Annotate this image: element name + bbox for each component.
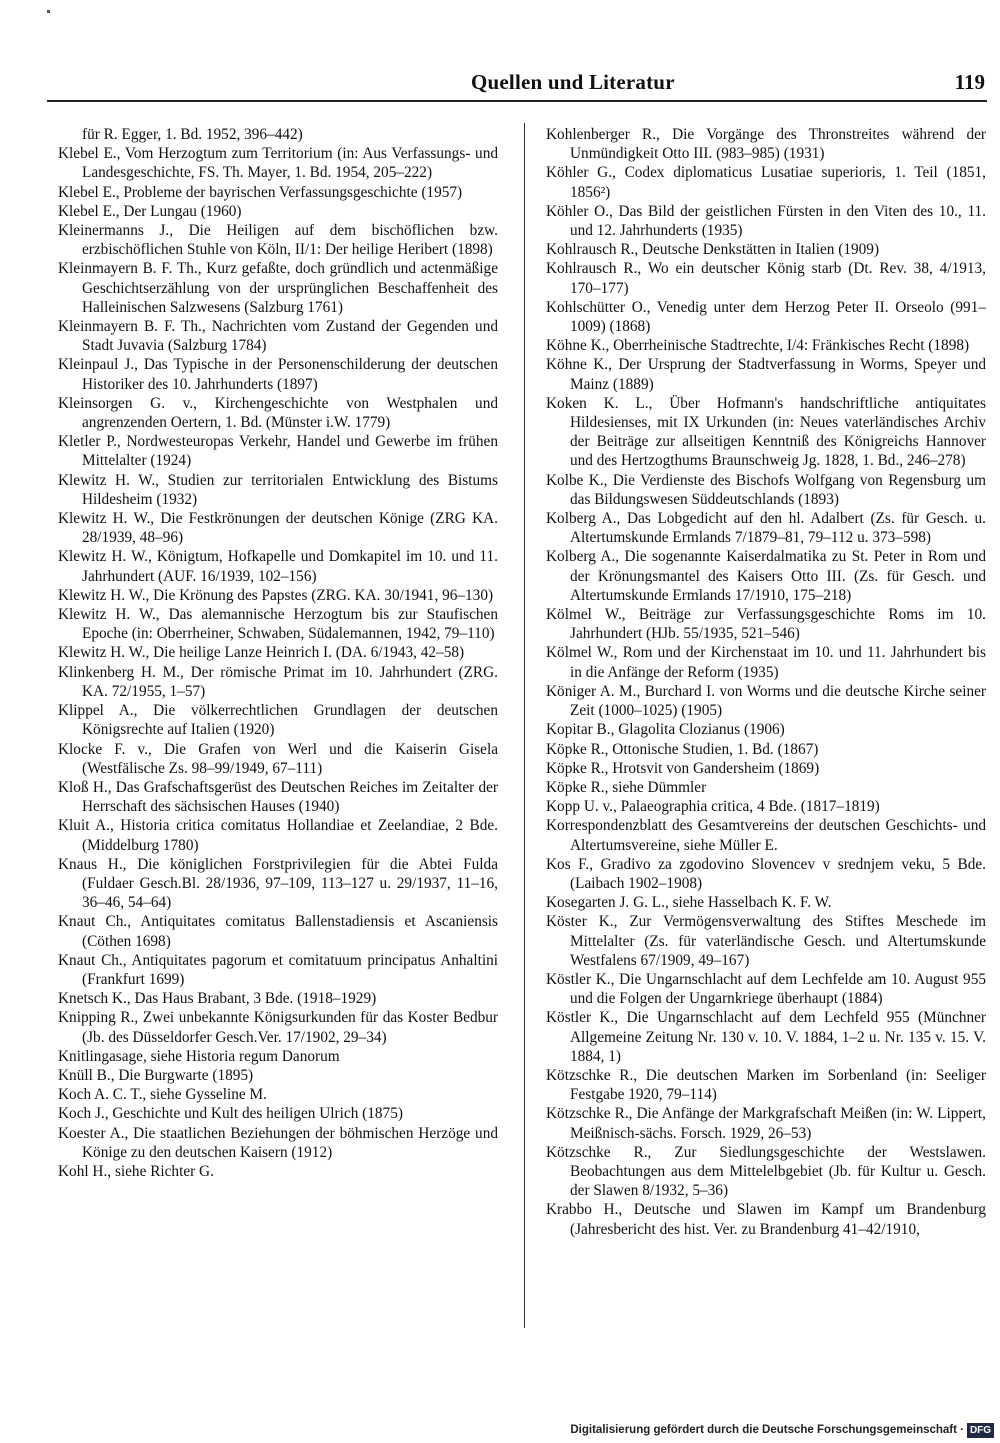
footer-credit: Digitalisierung gefördert durch die Deutsche Forschungsgemeinschaft ·	[570, 1424, 964, 1436]
bibliography-entry: Klewitz H. W., Die heilige Lanze Heinrich I. (DA. 6/1943, 42–58)	[58, 644, 465, 662]
bibliography-entry: Korrespondenzblatt des Gesamtvereins der deutschen Geschichts- und Altertumsvereine, siehe Müller E.	[546, 817, 986, 854]
bibliography-entry: Kleinpaul J., Das Typische in der Personenschilderung der deutschen Historiker des 10. Jahrhunderts (1897)	[58, 356, 498, 393]
bibliography-entry: Köstler K., Die Ungarnschlacht auf dem Lechfeld 955 (Münchner Allgemeine Zeitung Nr. 130 v. 10. V. 1884, 1–2 u. Nr. 135 v. 15. V. 1884, 1)	[546, 1009, 986, 1065]
bibliography-entry: Kötzschke R., Die deutschen Marken im Sorbenland (in: Seeliger Festgabe 1920, 79–114)	[546, 1066, 986, 1104]
bibliography-entry: Koester A., Die staatlichen Beziehungen der böhmischen Herzöge und Könige zu den deutschen Kaisern (1912)	[58, 1124, 498, 1161]
scan-speck	[47, 10, 50, 13]
bibliography-entry: Klewitz H. W., Studien zur territorialen Entwicklung des Bistums Hildesheim (1932)	[58, 471, 498, 508]
bibliography-entry: Kluit A., Historia critica comitatus Hollandiae et Zeelandiae, 2 Bde. (Middelburg 1780)	[58, 817, 498, 854]
bibliography-entry: Köpke R., Hrotsvit von Gandersheim (1869)	[546, 759, 820, 777]
bibliography-entry: Kölmel W., Rom und der Kirchenstaat im 10. und 11. Jahrhundert bis in die Anfänge der Reform (1935)	[546, 644, 986, 681]
bibliography-entry: Koch A. C. T., siehe Gysseline M.	[58, 1086, 267, 1104]
bibliography-entry: Kloß H., Das Grafschaftsgerüst des Deutschen Reiches im Zeitalter der Herrschaft des sächsischen Hauses (1940)	[58, 778, 498, 816]
bibliography-entry: Knüll B., Die Burgwarte (1895)	[58, 1066, 254, 1084]
bibliography-entry: Knaut Ch., Antiquitates comitatus Ballenstadiensis et Ascaniensis (Cöthen 1698)	[58, 913, 498, 950]
bibliography-entry: Knetsch K., Das Haus Brabant, 3 Bde. (1918–1929)	[58, 990, 377, 1008]
bibliography-entry: Köpke R., Ottonische Studien, 1. Bd. (1867)	[546, 740, 819, 758]
bibliography-entry: Kohlrausch R., Deutsche Denkstätten in Italien (1909)	[546, 241, 880, 259]
bibliography-entry: Köpke R., siehe Dümmler	[546, 778, 707, 796]
bibliography-entry: Kletler P., Nordwesteuropas Verkehr, Handel und Gewerbe im frühen Mittelalter (1924)	[58, 433, 498, 470]
bibliography-entry: Kolbe K., Die Verdienste des Bischofs Wolfgang von Regensburg um das Bildungswesen Süddeutschlands (1893)	[546, 471, 986, 508]
bibliography-entry: Köstler K., Die Ungarnschlacht auf dem Lechfelde am 10. August 955 und die Folgen der Ungarnkriege überhaupt (1884)	[546, 970, 986, 1008]
bibliography-entry: Köhne K., Der Ursprung der Stadtverfassung in Worms, Speyer und Mainz (1889)	[546, 356, 986, 393]
running-title: Quellen und Literatur	[471, 70, 675, 94]
bibliography-entry: Klewitz H. W., Königtum, Hofkapelle und Domkapitel im 10. und 11. Jahrhundert (AUF. 16/1939, 102–156)	[58, 548, 498, 585]
page-number: 119	[954, 70, 985, 94]
bibliography-entry: Kötzschke R., Zur Siedlungsgeschichte der Westslawen. Beobachtungen aus dem Mittelelbgebiet (Jb. für Kultur u. Gesch. der Slawen 8/1932, 5–36)	[546, 1143, 986, 1200]
bibliography-entry: Köhne K., Oberrheinische Stadtrechte, I/4: Fränkisches Recht (1898)	[546, 337, 970, 355]
bibliography-entry: Kos F., Gradivo za zgodovino Slovencev v srednjem veku, 5 Bde. (Laibach 1902–1908)	[546, 855, 986, 892]
bibliography-entry: Kleinermanns J., Die Heiligen auf dem bischöflichen bzw. erzbischöflichen Stuhle von Köln, II/1: Der heilige Heribert (1898)	[58, 222, 498, 259]
bibliography-entry: Koken K. L., Über Hofmann's handschriftliche antiquitates Hildesienses, mit IX Urkunden (in: Neues vaterländisches Archiv der Beiträge zur allseitigen Kenntniß des Königreichs Hannover und des Hertzogthums Braunschweig Jg. 1828, 1. Bd., 246–278)	[546, 394, 986, 470]
bibliography-entry: Köster K., Zur Vermögensverwaltung des Stiftes Meschede im Mittelalter (Zs. für vaterländische Gesch. und Altertumskunde Westfalens 67/1909, 49–167)	[546, 913, 986, 969]
running-head	[47, 66, 987, 102]
bibliography-entry: Kolberg A., Das Lobgedicht auf den hl. Adalbert (Zs. für Gesch. u. Altertumskunde Ermlands 7/1879–81, 79–112 u. 373–598)	[546, 510, 986, 547]
bibliography-entry: Klewitz H. W., Das alemannische Herzogtum bis zur Staufischen Epoche (in: Oberrheiner, Schwaben, Südalemannen, 1942, 79–110)	[58, 606, 498, 643]
dfg-logo: DFG	[967, 1423, 994, 1438]
bibliography-entry: Kohlschütter O., Venedig unter dem Herzog Peter II. Orseolo (991–1009) (1868)	[546, 298, 986, 336]
bibliography-entry: Köhler O., Das Bild der geistlichen Fürsten in den Viten des 10., 11. und 12. Jahrhunderts (1935)	[546, 202, 986, 240]
bibliography-entry: Knaut Ch., Antiquitates pagorum et comitatuum principatus Anhaltini (Frankfurt 1699)	[58, 951, 498, 988]
bibliography-entry: Kleinmayern B. F. Th., Nachrichten vom Zustand der Gegenden und Stadt Juvavia (Salzburg 1784)	[58, 318, 498, 355]
bibliography-entry: Kolberg A., Die sogenannte Kaiserdalmatika zu St. Peter in Rom und der Krönungsmantel des Kaisers Otto III. (Zs. für Gesch. und Altertumskunde Ermlands 17/1910, 175–218)	[546, 548, 986, 604]
bibliography-entry: Kosegarten J. G. L., siehe Hasselbach K. F. W.	[546, 894, 832, 912]
bibliography-entry: Kohlrausch R., Wo ein deutscher König starb (Dt. Rev. 38, 4/1913, 170–177)	[546, 260, 986, 297]
bibliography-entry: Koch J., Geschichte und Kult des heiligen Ulrich (1875)	[58, 1105, 403, 1123]
footer-bar	[0, 1421, 1000, 1443]
bibliography-entry: Klocke F. v., Die Grafen von Werl und die Kaiserin Gisela (Westfälische Zs. 98–99/1949, 67–111)	[58, 740, 498, 777]
bibliography-entry: Klewitz H. W., Die Krönung des Papstes (ZRG. KA. 30/1941, 96–130)	[58, 586, 494, 604]
bibliography-entry: Kötzschke R., Die Anfänge der Markgrafschaft Meißen (in: W. Lippert, Meißnisch-sächs. Forsch. 1929, 26–53)	[546, 1105, 986, 1142]
bibliography-entry: Köhler G., Codex diplomaticus Lusatiae superioris, 1. Teil (1851, 1856²)	[546, 164, 986, 201]
bibliography-entry: Klinkenberg H. M., Der römische Primat im 10. Jahrhundert (ZRG. KA. 72/1955, 1–57)	[58, 663, 498, 700]
bibliography-entry: Kleinsorgen G. v., Kirchengeschichte von Westphalen und angrenzenden Oertern, 1. Bd. (Münster i.W. 1779)	[58, 394, 498, 432]
bibliography-entry: Krabbo H., Deutsche und Slawen im Kampf um Brandenburg (Jahresbericht des hist. Ver. zu Brandenburg 41–42/1910,	[546, 1201, 986, 1238]
bibliography-entry: Knipping R., Zwei unbekannte Königsurkunden für das Koster Bedbur (Jb. des Düsseldorfer Gesch.Ver. 17/1902, 29–34)	[58, 1009, 498, 1046]
bibliography-entry: Klebel E., Der Lungau (1960)	[58, 202, 242, 220]
bibliography-entry: Klebel E., Vom Herzogtum zum Territorium (in: Aus Verfassungs- und Landesgeschichte, FS. Th. Mayer, 1. Bd. 1954, 205–222)	[58, 145, 498, 182]
bibliography-entry: Kohl H., siehe Richter G.	[58, 1162, 214, 1180]
bibliography-entry: Klebel E., Probleme der bayrischen Verfassungsgeschichte (1957)	[58, 183, 463, 201]
bibliography-entry: Klewitz H. W., Die Festkrönungen der deutschen Könige (ZRG KA. 28/1939, 48–96)	[58, 510, 498, 547]
column-divider	[524, 123, 525, 1328]
bibliography-entry: Kleinmayern B. F. Th., Kurz gefaßte, doch gründlich und actenmäßige Geschichtserzählung von der ursprünglichen Beschaffenheit des Halleinischen Salzwesens (Salzburg 1761)	[58, 260, 498, 316]
bibliography-entry: Klippel A., Die völkerrechtlichen Grundlagen der deutschen Königsrechte auf Italien (1920)	[58, 702, 498, 739]
bibliography-entry: für R. Egger, 1. Bd. 1952, 396–442)	[82, 126, 303, 143]
bibliography-entry: Knaus H., Die königlichen Forstprivilegien für die Abtei Fulda (Fuldaer Gesch.Bl. 28/1936, 97–109, 113–127 u. 29/1937, 11–16, 36–46, 54–64)	[58, 855, 498, 912]
bibliography-entry: Kölmel W., Beiträge zur Verfassungsgeschichte Roms im 10. Jahrhundert (HJb. 55/1935, 521–546)	[546, 606, 986, 643]
left-column	[58, 125, 498, 1181]
bibliography-entry: Königer A. M., Burchard I. von Worms und die deutsche Kirche seiner Zeit (1000–1025) (1905)	[546, 682, 986, 720]
bibliography-entry: Kopitar B., Glagolita Clozianus (1906)	[546, 721, 785, 739]
bibliography-entry: Kopp U. v., Palaeographia critica, 4 Bde. (1817–1819)	[546, 798, 880, 816]
bibliography-entry: Knitlingasage, siehe Historia regum Danorum	[58, 1047, 340, 1065]
bibliography-entry: Kohlenberger R., Die Vorgänge des Thronstreites während der Unmündigkeit Otto III. (983–985) (1931)	[546, 126, 986, 163]
right-column	[546, 125, 986, 1239]
